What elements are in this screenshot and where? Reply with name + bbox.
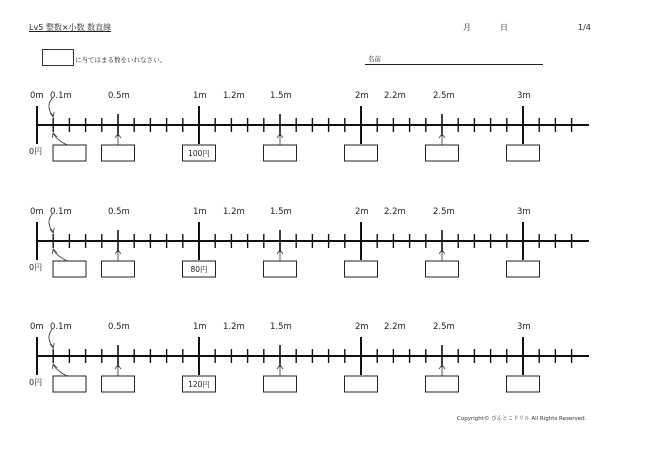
axis-label: 1m	[193, 91, 207, 101]
axis-label: 3m	[517, 91, 531, 101]
axis-label: 1.2m	[223, 207, 245, 217]
axis-label: 1.5m	[270, 207, 292, 217]
axis-label: 2.2m	[384, 322, 406, 332]
axis-label: 0m	[30, 322, 44, 332]
answer-box[interactable]	[53, 145, 86, 161]
answer-box[interactable]	[102, 261, 135, 277]
axis-label: 2m	[355, 91, 369, 101]
copyright-text: Copyright© ぴんとこドリル All Rights Reserved.	[457, 416, 587, 422]
axis-label: 2.2m	[384, 207, 406, 217]
zero-yen-label: 0円	[29, 263, 43, 272]
axis-label: 0m	[30, 207, 44, 217]
answer-box[interactable]	[426, 261, 459, 277]
name-label: 名前	[368, 55, 381, 63]
axis-label: 0.1m	[50, 207, 72, 217]
answer-box[interactable]	[426, 376, 459, 392]
axis-label: 0.5m	[108, 91, 130, 101]
page-number: 1/4	[578, 23, 591, 32]
axis-label: 2m	[355, 322, 369, 332]
answer-box[interactable]	[264, 376, 297, 392]
axis-label: 0.1m	[50, 322, 72, 332]
axis-label: 2.5m	[433, 91, 455, 101]
axis-label: 1m	[193, 207, 207, 217]
day-label: 日	[500, 23, 508, 32]
answer-box[interactable]	[53, 376, 86, 392]
axis-label: 2.5m	[433, 207, 455, 217]
instruction-text: に当てはまる数をいれなさい。	[75, 56, 166, 64]
answer-box[interactable]	[507, 261, 540, 277]
answer-box[interactable]	[426, 145, 459, 161]
axis-label: 0.5m	[108, 322, 130, 332]
zero-yen-label: 0円	[29, 147, 43, 156]
answer-box[interactable]	[345, 261, 378, 277]
axis-label: 2m	[355, 207, 369, 217]
worksheet-title: Lv5 整数×小数 数直線	[29, 23, 112, 32]
axis-label: 0.5m	[108, 207, 130, 217]
answer-box[interactable]	[102, 145, 135, 161]
given-price-label: 100円	[188, 149, 210, 158]
answer-box[interactable]	[102, 376, 135, 392]
axis-label: 1m	[193, 322, 207, 332]
axis-label: 3m	[517, 207, 531, 217]
axis-label: 0.1m	[50, 91, 72, 101]
answer-box[interactable]	[53, 261, 86, 277]
answer-box[interactable]	[264, 261, 297, 277]
axis-label: 1.5m	[270, 322, 292, 332]
answer-box[interactable]	[507, 145, 540, 161]
given-price-label: 80円	[190, 265, 208, 274]
answer-box[interactable]	[507, 376, 540, 392]
axis-label: 1.5m	[270, 91, 292, 101]
axis-label: 3m	[517, 322, 531, 332]
answer-box[interactable]	[345, 145, 378, 161]
month-label: 月	[463, 23, 471, 32]
axis-label: 2.5m	[433, 322, 455, 332]
answer-box[interactable]	[264, 145, 297, 161]
axis-label: 1.2m	[223, 322, 245, 332]
axis-label: 2.2m	[384, 91, 406, 101]
zero-yen-label: 0円	[29, 378, 43, 387]
axis-label: 1.2m	[223, 91, 245, 101]
answer-box[interactable]	[345, 376, 378, 392]
axis-label: 0m	[30, 91, 44, 101]
given-price-label: 120円	[188, 380, 210, 389]
